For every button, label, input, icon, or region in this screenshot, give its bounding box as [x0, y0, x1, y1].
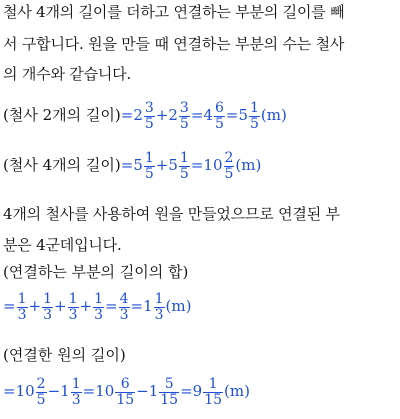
eq2-den-2: 5 — [179, 165, 189, 182]
eq4-equals: = — [3, 382, 16, 400]
eq4-fraction-3 — [115, 377, 135, 408]
eq1-den-4: 5 — [250, 115, 259, 132]
eq4-whole-1: 10 — [15, 382, 35, 400]
eq3-label: (연결하는 부분의 길이의 합) — [3, 263, 189, 281]
eq4-whole-4: 1 — [148, 382, 159, 400]
eq3-den-6: 3 — [154, 306, 164, 323]
eq1-num-1: 3 — [144, 99, 154, 116]
eq2-whole-1: 5 — [133, 156, 143, 174]
eq3-num-2: 1 — [43, 290, 52, 307]
equation-wire4-length — [3, 148, 398, 182]
eq3-fraction-4 — [93, 292, 104, 323]
eq1-whole-1: 2 — [133, 106, 143, 124]
eq4-num-4: 5 — [159, 377, 179, 393]
eq3-fraction-3 — [68, 292, 79, 323]
equation-wire2-length — [3, 98, 398, 132]
eq3-plus-1: + — [28, 297, 42, 315]
eq4-fraction-2 — [71, 377, 82, 408]
eq2-equals: = — [120, 156, 134, 174]
eq1-unit: (m) — [260, 106, 287, 124]
eq4-fraction-4 — [159, 377, 179, 408]
eq3-num-1: 1 — [17, 290, 27, 307]
eq2-unit: (m) — [235, 156, 262, 174]
eq3-num-5: 4 — [119, 290, 129, 307]
eq4-num-3: 6 — [115, 377, 135, 393]
eq2-equals-2: = — [190, 156, 204, 174]
eq2-den-1: 5 — [144, 165, 154, 182]
eq1-equals-3: = — [225, 106, 239, 124]
intro-line-3: 의 개수와 같습니다. — [3, 65, 132, 83]
eq3-den-4: 3 — [94, 306, 103, 323]
eq3-whole-6: 1 — [143, 297, 153, 315]
eq1-whole-3: 4 — [203, 106, 213, 124]
eq4-den-5: 15 — [204, 391, 223, 408]
equation-connection-sum — [3, 289, 398, 323]
eq3-den-5: 3 — [119, 306, 129, 323]
intro-line-1: 철사 4개의 길이를 더하고 연결하는 부분의 길이를 빼 — [3, 3, 345, 21]
connection-line-2: 분은 4군데입니다. — [3, 236, 122, 254]
eq4-equals-2: = — [82, 382, 96, 400]
eq1-equals: = — [120, 106, 134, 124]
eq3-fraction-1 — [17, 292, 28, 323]
eq3-den-3: 3 — [68, 306, 78, 323]
eq1-num-3: 6 — [214, 99, 224, 116]
eq1-whole-2: 2 — [168, 106, 178, 124]
eq1-num-2: 3 — [179, 99, 189, 116]
eq1-equals-2: = — [190, 106, 204, 124]
equation-circle-length — [3, 374, 398, 408]
eq3-num-4: 1 — [94, 290, 103, 307]
eq4-whole-3: 10 — [95, 382, 115, 400]
eq3-fraction-2 — [42, 292, 53, 323]
eq2-num-2: 1 — [179, 149, 189, 166]
eq4-den-1: 5 — [36, 391, 46, 408]
eq1-whole-4: 5 — [238, 106, 248, 124]
eq3-den-2: 3 — [43, 306, 52, 323]
eq2-den-3: 5 — [224, 165, 234, 182]
eq4-num-5: 1 — [203, 377, 223, 393]
eq1-num-4: 1 — [250, 99, 259, 116]
eq3-fraction-5 — [119, 292, 130, 323]
eq3-num-6: 1 — [154, 290, 164, 307]
eq4-fraction-5 — [203, 377, 223, 408]
eq3-equals-3: = — [130, 297, 144, 315]
eq4-num-1: 2 — [36, 375, 46, 392]
eq3-den-1: 3 — [17, 306, 27, 323]
eq1-den-2: 5 — [179, 115, 189, 132]
intro-line-2: 서 구합니다. 원을 만들 때 연결하는 부분의 수는 철사 — [3, 35, 345, 53]
eq4-label: (연결한 원의 길이) — [3, 346, 126, 364]
eq1-fraction-1 — [144, 101, 155, 132]
eq1-den-1: 5 — [144, 115, 154, 132]
eq3-fraction-6 — [154, 292, 165, 323]
eq3-equals-2: = — [105, 297, 118, 315]
eq1-fraction-4 — [249, 101, 260, 132]
eq4-unit: (m) — [224, 382, 250, 400]
eq1-label: (철사 2개의 길이) — [3, 106, 121, 124]
eq2-label: (철사 4개의 길이) — [3, 156, 121, 174]
eq4-den-4: 15 — [160, 391, 179, 408]
eq4-den-2: 3 — [71, 391, 81, 408]
eq3-num-3: 1 — [68, 290, 78, 307]
eq3-plus-2: + — [54, 297, 67, 315]
eq3-plus-3: + — [79, 297, 93, 315]
eq1-plus: + — [155, 106, 169, 124]
eq4-den-3: 15 — [116, 391, 135, 408]
eq3-unit: (m) — [165, 297, 192, 315]
eq4-whole-2: 1 — [60, 382, 70, 400]
eq2-whole-3: 10 — [203, 156, 223, 174]
eq2-fraction-2 — [179, 151, 190, 182]
eq4-num-2: 1 — [71, 375, 81, 392]
eq1-fraction-3 — [214, 101, 225, 132]
eq2-num-1: 1 — [144, 149, 154, 166]
connection-line-1: 4개의 철사를 사용하여 원을 만들었으므로 연결된 부 — [3, 205, 340, 223]
eq2-fraction-3 — [224, 151, 235, 182]
eq2-fraction-1 — [144, 151, 155, 182]
eq1-fraction-2 — [179, 101, 190, 132]
eq2-whole-2: 5 — [168, 156, 178, 174]
eq4-equals-3: = — [180, 382, 193, 400]
eq1-den-3: 5 — [214, 115, 224, 132]
eq2-plus: + — [155, 156, 169, 174]
eq4-fraction-1 — [36, 377, 47, 408]
eq3-equals: = — [3, 297, 16, 315]
eq2-num-3: 2 — [224, 149, 234, 166]
eq4-whole-5: 9 — [192, 382, 203, 400]
eq4-minus-1: − — [47, 382, 61, 400]
eq4-minus-2: − — [136, 382, 149, 400]
